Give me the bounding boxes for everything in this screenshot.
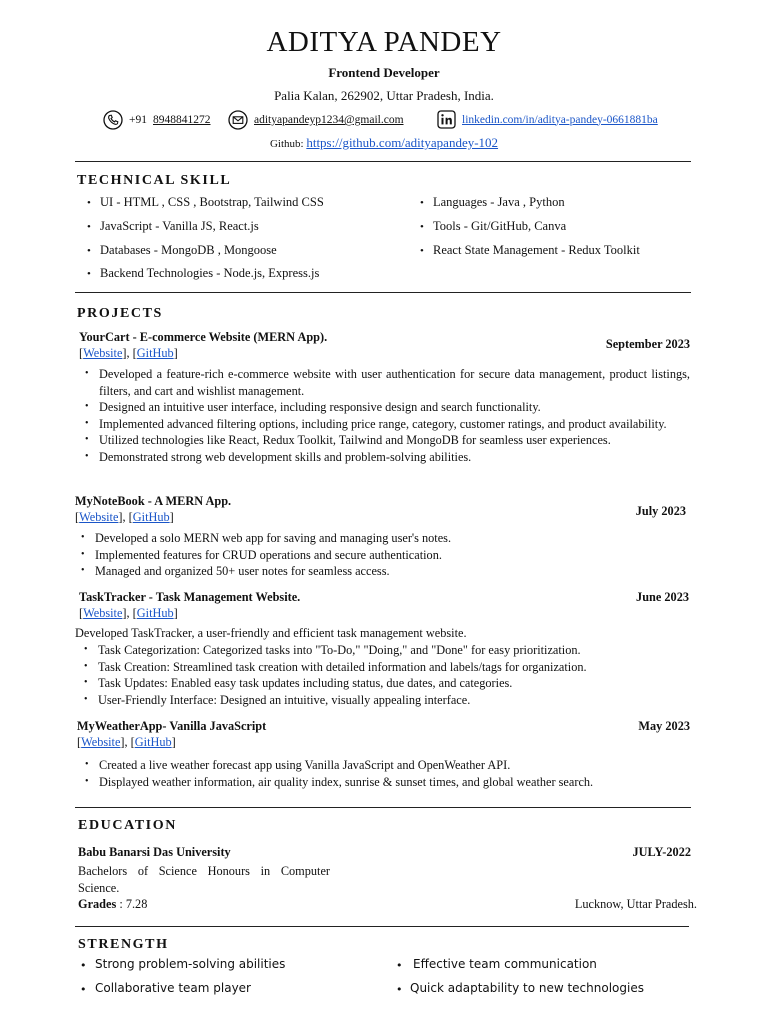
github-link[interactable]: https://github.com/adityapandey-102: [306, 135, 499, 150]
skill-item: • Tools - Git/GitHub, Canva: [420, 219, 567, 233]
phone-contact: [103, 110, 211, 130]
project-title: MyNoteBook - A MERN App.: [75, 494, 232, 508]
education-date: JULY-2022: [632, 845, 691, 859]
list-item: • Utilized technologies like React, Redux Toolkit, Tailwind and MongoDB for seamless user experiences.: [80, 432, 690, 449]
skill-item: • JavaScript - Vanilla JS, React.js: [87, 219, 259, 233]
strength-item: • Quick adaptability to new technologies: [396, 981, 644, 996]
divider: [75, 807, 691, 808]
degree: Bachelors of Science Honours in Computer Science.: [78, 864, 330, 895]
github-repo-link[interactable]: GitHub: [132, 510, 170, 524]
list-item: • Created a live weather forecast app using Vanilla JavaScript and OpenWeather API.: [80, 757, 690, 774]
project-title: YourCart - E-commerce Website (MERN App).: [79, 330, 328, 344]
list-item: • Developed a solo MERN web app for saving and managing user's notes.: [76, 530, 690, 547]
skill-item: • Languages - Java , Python: [420, 195, 565, 209]
job-title: Frontend Developer: [328, 65, 440, 80]
project-links: [Website], [GitHub]: [75, 510, 174, 524]
grades: [78, 897, 147, 912]
list-item: • Task Creation: Streamlined task creation with detailed information and labels/tags for organization.: [79, 659, 690, 676]
grades-label: Grades: [78, 897, 117, 911]
list-item: • Managed and organized 50+ user notes for seamless access.: [76, 563, 690, 580]
list-item: • Implemented advanced filtering options, including price range, category, customer ratings, and product availability.: [80, 416, 690, 433]
divider: [75, 292, 691, 293]
address: Palia Kalan, 262902, Uttar Pradesh, India.: [274, 88, 494, 103]
project-links: [Website], [GitHub]: [79, 606, 178, 620]
project-bullets: [80, 366, 690, 465]
phone-number[interactable]: 8948841272: [153, 114, 211, 126]
candidate-name: ADITYA PANDEY: [266, 26, 502, 58]
section-title-education: EDUCATION: [78, 818, 177, 833]
section-title-projects: PROJECTS: [77, 306, 163, 321]
project-bullets: [80, 757, 690, 790]
list-item: • Displayed weather information, air quality index, sunrise & sunset times, and global weather search.: [80, 774, 690, 791]
list-item: • User-Friendly Interface: Designed an intuitive, visually appealing interface.: [79, 692, 690, 709]
project-title: TaskTracker - Task Management Website.: [79, 590, 301, 604]
skill-item: • Backend Technologies - Node.js, Express.js: [87, 266, 320, 280]
divider: [75, 926, 689, 927]
website-link[interactable]: Website: [83, 606, 123, 620]
school-name: Babu Banarsi Das University: [78, 845, 231, 859]
education-location: Lucknow, Uttar Pradesh.: [574, 897, 697, 911]
github-repo-link[interactable]: GitHub: [134, 735, 172, 749]
section-title-skills: TECHNICAL SKILL: [77, 173, 232, 188]
linkedin-contact: [437, 110, 658, 129]
project-bullets: [76, 530, 690, 580]
email-icon: [228, 110, 248, 130]
project-date: September 2023: [605, 337, 690, 351]
email-contact: [228, 110, 404, 130]
grades-value: : 7.28: [119, 897, 148, 911]
list-item: • Demonstrated strong web development skills and problem-solving abilities.: [80, 449, 690, 466]
list-item: • Developed a feature-rich e-commerce website with user authentication for secure data management, product listings, filters, and cart and wishlist management.: [80, 366, 690, 399]
divider: [75, 161, 691, 162]
skill-item: • UI - HTML , CSS , Bootstrap, Tailwind CSS: [87, 195, 324, 209]
list-item: • Task Updates: Enabled easy task updates including status, due dates, and categories.: [79, 675, 690, 692]
strength-item: • Collaborative team player: [80, 981, 251, 996]
project-links: [Website], [GitHub]: [77, 735, 176, 749]
project-links: [Website], [GitHub]: [79, 346, 178, 360]
website-link[interactable]: Website: [83, 346, 123, 360]
github-repo-link[interactable]: GitHub: [136, 606, 174, 620]
linkedin-link[interactable]: linkedin.com/in/aditya-pandey-0661881ba: [462, 113, 658, 126]
skill-item: • React State Management - Redux Toolkit: [420, 243, 640, 257]
github-line: [0, 135, 768, 151]
email-link[interactable]: adityapandeyp1234@gmail.com: [254, 114, 404, 126]
website-link[interactable]: Website: [79, 510, 119, 524]
strength-item: • Effective team communication: [396, 957, 597, 972]
section-title-strength: STRENGTH: [78, 937, 169, 952]
website-link[interactable]: Website: [81, 735, 121, 749]
skill-item: • Databases - MongoDB , Mongoose: [87, 243, 277, 257]
phone-prefix: +91: [129, 114, 147, 126]
list-item: • Task Categorization: Categorized tasks into "To-Do," "Doing," and "Done" for easy prioritization.: [79, 642, 690, 659]
project-title: MyWeatherApp- Vanilla JavaScript: [77, 719, 267, 733]
project-date: May 2023: [638, 719, 690, 733]
project-date: July 2023: [635, 504, 686, 518]
list-item: • Implemented features for CRUD operations and secure authentication.: [76, 547, 690, 564]
list-item: • Designed an intuitive user interface, including responsive design and search functionality.: [80, 399, 690, 416]
project-intro: Developed TaskTracker, a user-friendly and efficient task management website.: [75, 626, 467, 640]
phone-icon: [103, 110, 123, 130]
project-date: June 2023: [636, 590, 689, 604]
strength-item: • Strong problem-solving abilities: [80, 957, 286, 972]
linkedin-icon: [437, 110, 456, 129]
github-repo-link[interactable]: GitHub: [136, 346, 174, 360]
github-label: Github:: [269, 138, 304, 150]
project-bullets: [79, 642, 690, 708]
